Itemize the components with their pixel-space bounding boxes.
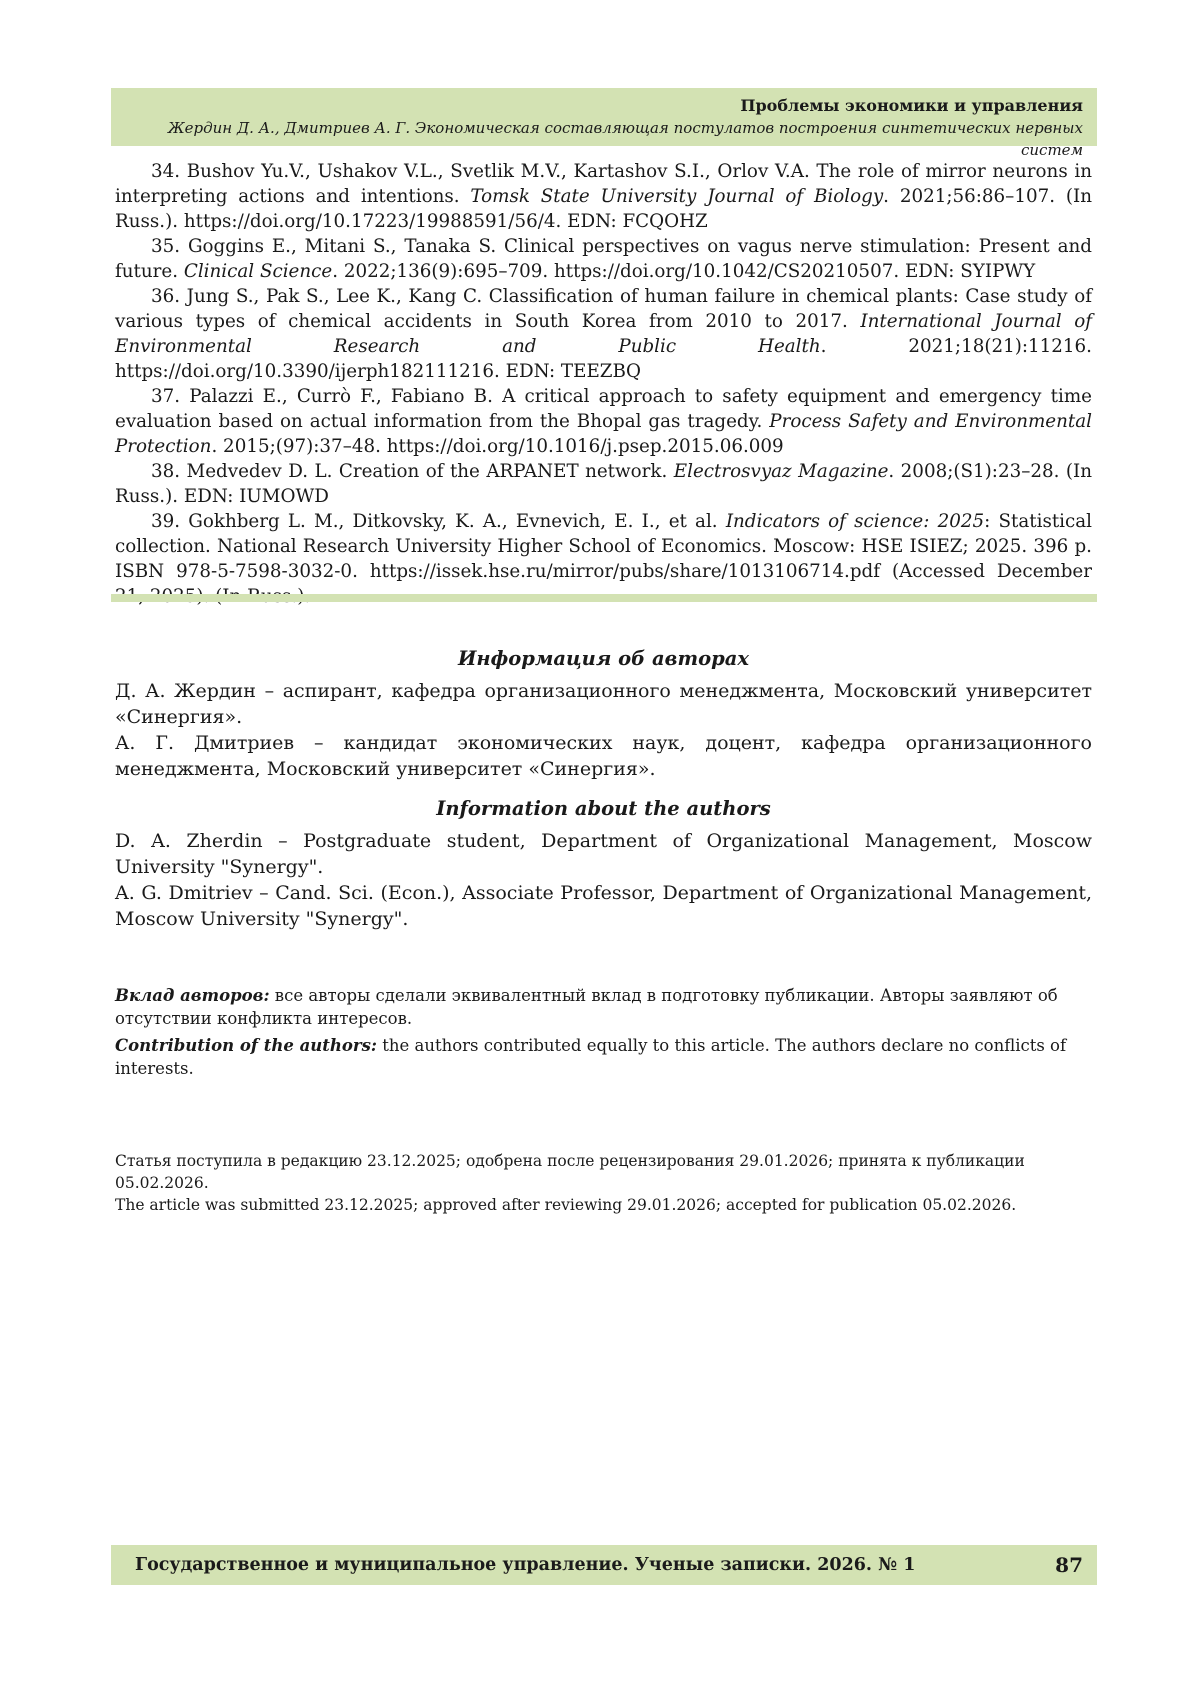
reference-source: Clinical Science: [183, 261, 333, 282]
reference-source: Tomsk State University Journal of Biology: [470, 186, 884, 207]
reference-item: [115, 284, 1092, 384]
page-number: 87: [1055, 1553, 1083, 1577]
contribution-en-label: Contribution of the authors:: [115, 1036, 377, 1055]
article-running-title: Жердин Д. А., Дмитриев А. Г. Экономическая составляющая постулатов построения синтетических нервных систем: [167, 119, 1083, 159]
dates-ru: Статья поступила в редакцию 23.12.2025; одобрена после рецензирования 29.01.2026; принята к публикации 05.02.2026.: [115, 1152, 1025, 1192]
author-entry: Д. А. Жердин – аспирант, кафедра организационного менеджмента, Московский университет «Синергия».: [115, 680, 1092, 728]
reference-list: [115, 159, 1092, 609]
contribution-ru-text: все авторы сделали эквивалентный вклад в подготовку публикации. Авторы заявляют об отсутствии конфликта интересов.: [115, 986, 1058, 1028]
footer-journal-title: Государственное и муниципальное управление. Ученые записки. 2026. № 1: [135, 1555, 916, 1575]
authors-info-ru-heading: Информация об авторах: [457, 647, 750, 670]
author-entry: А. Г. Дмитриев – кандидат экономических наук, доцент, кафедра организационного менеджмента, Московский университет «Синергия».: [115, 732, 1092, 780]
reference-text: 38. Medvedev D. L. Creation of the ARPANET network.: [151, 461, 674, 482]
running-header: [111, 88, 1097, 159]
reference-details: . 2008;(S1):23–28. (In Russ.). EDN: IUMOWD: [115, 461, 1092, 507]
reference-details: . 2021;18(21):11216. https://doi.org/10.3390/ijerph182111216. EDN: TEEZBQ: [115, 336, 1092, 382]
reference-source: Indicators of science: 2025: [725, 511, 985, 532]
reference-item: [115, 384, 1092, 459]
section-divider: [111, 594, 1097, 602]
reference-details: . 2022;136(9):695–709. https://doi.org/10.1042/CS20210507. EDN: SYIPWY: [332, 261, 1036, 282]
reference-details: . 2015;(97):37–48. https://doi.org/10.1016/j.psep.2015.06.009: [211, 436, 784, 457]
reference-text: 36. Jung S., Pak S., Lee K., Kang C. Classification of human failure in chemical plants: Case study of various types of chemical accidents in South Korea from 2010 to 2017.: [115, 286, 1092, 332]
reference-item: [115, 459, 1092, 509]
contribution-block: [115, 984, 1092, 1084]
running-footer: [111, 1545, 1097, 1585]
article-dates: [115, 1150, 1092, 1216]
reference-source: Electrosvyaz Magazine: [673, 461, 889, 482]
journal-title: Проблемы экономики и управления: [740, 96, 1083, 115]
reference-source: International Journal of Environmental Research and Public Health: [115, 311, 1092, 357]
reference-item: [115, 159, 1092, 234]
reference-details: . 2021;56:86–107. (In Russ.). https://doi.org/10.17223/19988591/56/4. EDN: FCQOHZ: [115, 186, 1092, 232]
reference-text: 35. Goggins E., Mitani S., Tanaka S. Clinical perspectives on vagus nerve stimulation: Present and future.: [115, 236, 1092, 282]
reference-text: 34. Bushov Yu.V., Ushakov V.L., Svetlik M.V., Kartashov S.I., Orlov V.A. The role of mirror neurons in interpreting actions and intentions.: [115, 161, 1092, 207]
author-entry: D. A. Zherdin – Postgraduate student, Department of Organizational Management, Moscow University "Synergy".: [115, 830, 1092, 878]
contribution-ru: [115, 984, 1092, 1030]
reference-item: [115, 234, 1092, 284]
authors-info-ru: [115, 646, 1092, 782]
reference-text: 37. Palazzi E., Currò F., Fabiano B. A critical approach to safety equipment and emergency time evaluation based on actual information from the Bhopal gas tragedy.: [115, 386, 1092, 432]
reference-text: 39. Gokhberg L. M., Ditkovsky, K. A., Evnevich, E. I., et al.: [151, 511, 726, 532]
contribution-en-text: the authors contributed equally to this article. The authors declare no conflicts of interests.: [115, 1036, 1067, 1078]
dates-en: The article was submitted 23.12.2025; approved after reviewing 29.01.2026; accepted for publication 05.02.2026.: [115, 1196, 1017, 1214]
contribution-en: [115, 1034, 1092, 1080]
reference-source: Process Safety and Environmental Protection: [115, 411, 1092, 457]
contribution-ru-label: Вклад авторов:: [115, 986, 270, 1005]
reference-details: : Statistical collection. National Research University Higher School of Economics. Moscow: HSE ISIEZ; 2025. 396 p. ISBN 978-5-7598-3032-0. https://issek.hse.ru/mirror/pubs/share/1013106714.pdf (Accessed December: [115, 511, 1092, 582]
authors-info-en-heading: Information about the authors: [436, 797, 771, 820]
authors-info-en: [115, 796, 1092, 932]
author-entry: A. G. Dmitriev – Cand. Sci. (Econ.), Associate Professor, Department of Organizational Management, Moscow University "Synergy".: [115, 882, 1092, 930]
